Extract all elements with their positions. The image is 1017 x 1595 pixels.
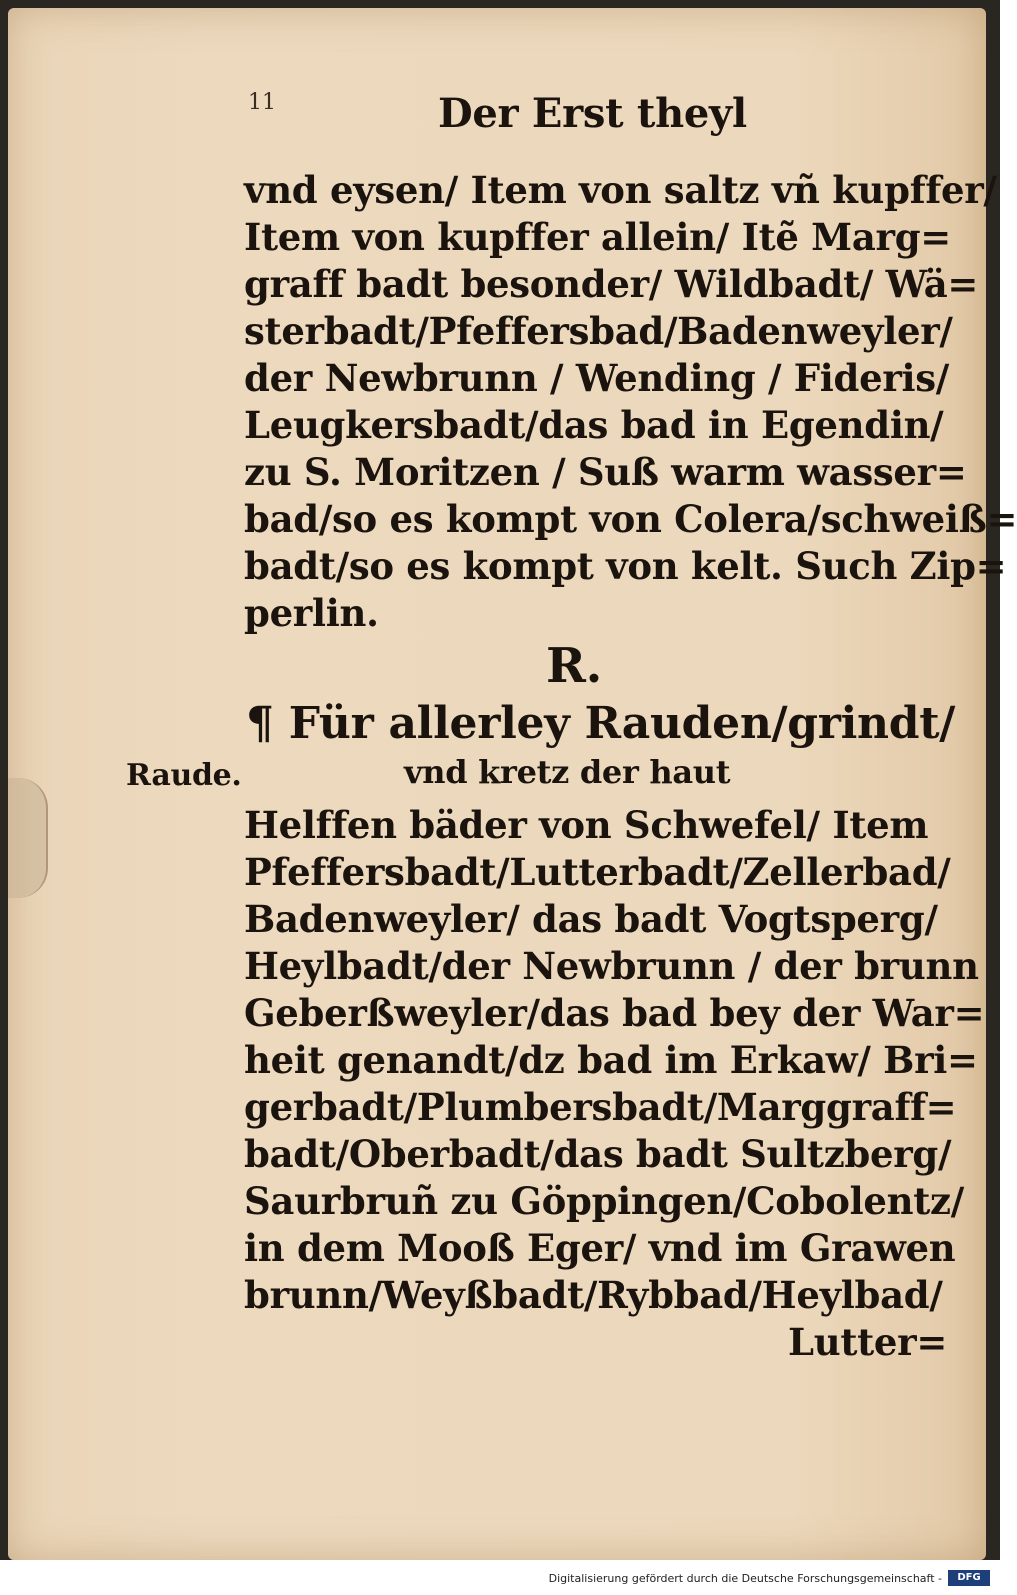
text-line: vnd eysen/ Item von saltz vñ kupffer/ bbox=[244, 168, 997, 212]
book-page bbox=[8, 8, 1017, 1560]
text-line: badt/so es kompt von kelt. Such Zip= bbox=[244, 544, 1007, 588]
text-line: Geberßweyler/das bad bey der War= bbox=[244, 991, 985, 1035]
text-line: heit genandt/dz bad im Erkaw/ Bri= bbox=[244, 1038, 978, 1082]
text-line: der Newbrunn / Wending / Fideris/ bbox=[244, 356, 950, 400]
text-line: Leugkersbadt/das bad in Egendin/ bbox=[244, 403, 944, 447]
text-line: graff badt besonder/ Wildbadt/ Wä= bbox=[244, 262, 979, 306]
section-heading: ¶ Für allerley Rauden/grindt/ bbox=[246, 698, 955, 749]
text-line: perlin. bbox=[244, 591, 379, 635]
text-line: brunn/Weyßbadt/Rybbad/Heylbad/ bbox=[244, 1273, 943, 1317]
page-fore-edge bbox=[8, 778, 48, 898]
text-line: Heylbadt/der Newbrunn / der brunn bbox=[244, 944, 979, 988]
marginal-note: Raude. bbox=[126, 758, 242, 793]
dfg-logo: DFG bbox=[948, 1570, 990, 1586]
text-line: zu S. Moritzen / Suß warm wasser= bbox=[244, 450, 967, 494]
section-letter: R. bbox=[546, 638, 603, 694]
footer-credit: Digitalisierung gefördert durch die Deutsche Forschungsgemeinschaft - bbox=[548, 1572, 942, 1585]
text-line: Pfeffersbadt/Lutterbadt/Zellerbad/ bbox=[244, 850, 951, 894]
text-line: Helffen bäder von Schwefel/ Item bbox=[244, 803, 929, 847]
footer bbox=[0, 1560, 1000, 1595]
text-line: Item von kupffer allein/ Itẽ Marg= bbox=[244, 215, 951, 259]
text-line: Saurbruñ zu Göppingen/Cobolentz/ bbox=[244, 1179, 964, 1223]
folio-number: 11 bbox=[248, 90, 276, 115]
text-line: gerbadt/Plumbersbadt/Marggraff= bbox=[244, 1085, 957, 1129]
catchword: Lutter= bbox=[788, 1320, 948, 1364]
text-line: in dem Mooß Eger/ vnd im Grawen bbox=[244, 1226, 956, 1270]
text-line: Badenweyler/ das badt Vogtsperg/ bbox=[244, 897, 938, 941]
text-line: sterbadt/Pfeffersbad/Badenweyler/ bbox=[244, 309, 953, 353]
section-subheading: vnd kretz der haut bbox=[404, 753, 731, 791]
text-line: badt/Oberbadt/das badt Sultzberg/ bbox=[244, 1132, 952, 1176]
text-line: bad/so es kompt von Colera/schweiß= bbox=[244, 497, 1017, 541]
running-head: Der Erst theyl bbox=[438, 90, 747, 137]
